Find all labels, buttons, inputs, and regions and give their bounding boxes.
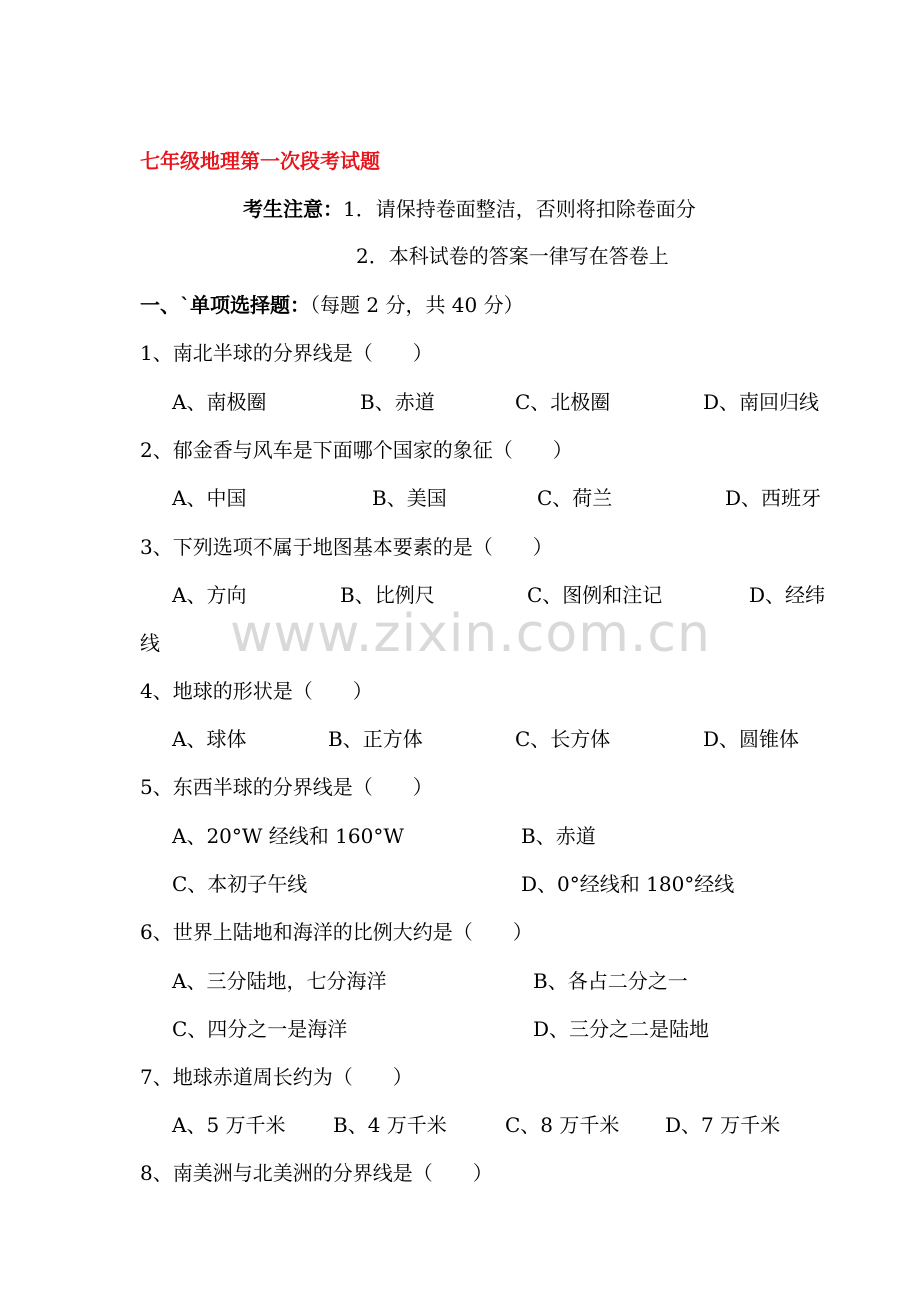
- question-stem: 8、南美洲与北美洲的分界线是（ ）: [140, 1161, 493, 1185]
- section-note: （每题 2 分，共 40 分）: [310, 293, 524, 317]
- option: A、中国: [172, 486, 247, 510]
- option: C、四分之一是海洋: [172, 1017, 348, 1041]
- option: A、20°W 经线和 160°W: [172, 824, 404, 848]
- option: C、图例和注记: [527, 583, 663, 607]
- question-stem: 4、地球的形状是（ ）: [140, 679, 373, 703]
- notice-label: 考生注意：: [243, 197, 343, 221]
- question-stem: 2、郁金香与风车是下面哪个国家的象征（ ）: [140, 438, 573, 462]
- option: D、7 万千米: [665, 1113, 781, 1137]
- option: A、三分陆地，七分海洋: [172, 969, 387, 993]
- notice-line-1: [243, 195, 696, 223]
- watermark: www.zixin.com.cn: [230, 604, 711, 664]
- section-heading: [140, 291, 524, 319]
- option: D、0°经线和 180°经线: [521, 872, 735, 896]
- option: A、方向: [172, 583, 247, 607]
- notice-line-2: 2．本科试卷的答案一律写在答卷上: [356, 244, 669, 268]
- option: C、北极圈: [515, 390, 611, 414]
- option: D、经纬: [749, 583, 826, 607]
- option: D、南回归线: [703, 390, 820, 414]
- question-stem: 3、下列选项不属于地图基本要素的是（ ）: [140, 535, 553, 559]
- option: B、各占二分之一: [533, 969, 688, 993]
- option: C、8 万千米: [505, 1113, 620, 1137]
- exam-title: 七年级地理第一次段考试题: [140, 149, 380, 173]
- question-stem: 5、东西半球的分界线是（ ）: [140, 775, 433, 799]
- option: B、正方体: [328, 727, 423, 751]
- option: C、长方体: [515, 727, 611, 751]
- question-stem: 7、地球赤道周长约为（ ）: [140, 1065, 413, 1089]
- option: D、圆锥体: [703, 727, 800, 751]
- option: D、西班牙: [725, 486, 822, 510]
- option: B、赤道: [521, 824, 596, 848]
- option: B、比例尺: [340, 583, 435, 607]
- question-stem: 1、南北半球的分界线是（ ）: [140, 341, 433, 365]
- option: D、三分之二是陆地: [533, 1017, 710, 1041]
- option: A、球体: [172, 727, 247, 751]
- option-continuation: 线: [140, 631, 160, 655]
- option: B、美国: [372, 486, 447, 510]
- option: A、5 万千米: [172, 1113, 286, 1137]
- question-stem: 6、世界上陆地和海洋的比例大约是（ ）: [140, 920, 533, 944]
- section-title: 一、`单项选择题：: [140, 293, 310, 317]
- option: B、4 万千米: [333, 1113, 447, 1137]
- option: B、赤道: [360, 390, 435, 414]
- option: A、南极圈: [172, 390, 267, 414]
- notice-text-1: 1．请保持卷面整洁，否则将扣除卷面分: [343, 197, 696, 221]
- option: C、荷兰: [537, 486, 613, 510]
- option: C、本初子午线: [172, 872, 308, 896]
